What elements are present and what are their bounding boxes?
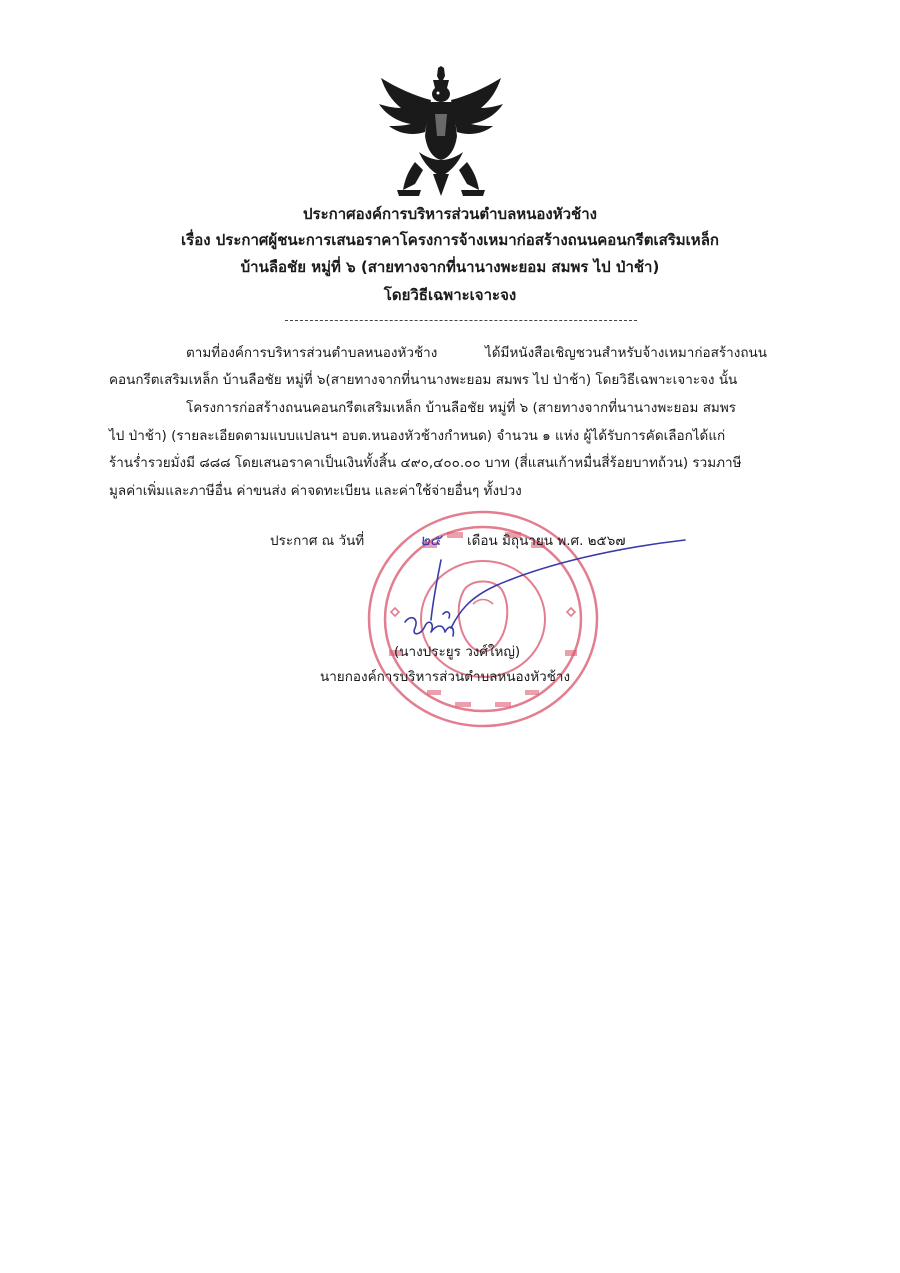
signatory-name: (นางประยูร วงศ์ใหญ่) [394,644,521,660]
announcement-method: โดยวิธีเฉพาะเจาะจง [383,286,517,304]
announcement-subject: เรื่อง ประกาศผู้ชนะการเสนอราคาโครงการจ้างเหมาก่อสร้างถนนคอนกรีตเสริมเหล็ก [181,231,719,249]
paragraph-2-line-4: มูลค่าเพิ่มและภาษีอื่น ค่าขนส่ง ค่าจดทะเบียน และค่าใช้จ่ายอื่นๆ ทั้งปวง [109,483,522,499]
paragraph-2-line-3: ร้านร่ำรวยมั่งมี ๘๘๘ โดยเสนอราคาเป็นเงินทั้งสิ้น ๔๙๐,๔๐๐.๐๐ บาท (สี่แสนเก้าหมื่นสี่ร้อยบาทถ้วน) รวมภาษี [109,455,742,471]
paragraph-1-line-1a: ตามที่องค์การบริหารส่วนตำบลหนองหัวช้าง [186,345,438,361]
announcement-day-handwritten: ๒๕ [420,531,442,549]
paragraph-2-line-2: ไป ป่าช้า) (รายละเอียดตามแบบแปลนฯ อบต.หนองหัวช้างกำหนด) จำนวน ๑ แห่ง ผู้ได้รับการคัดเลือกได้แก่ [109,428,726,444]
announcement-date-prefix: ประกาศ ณ วันที่ [270,533,365,549]
signatory-position: นายกองค์การบริหารส่วนตำบลหนองหัวช้าง [320,669,571,685]
paragraph-1-line-2: คอนกรีตเสริมเหล็ก บ้านลือชัย หมู่ที่ ๖(สายทางจากที่นานางพะยอม สมพร ไป ป่าช้า) โดยวิธีเฉพาะเจาะจง นั้น [109,372,738,388]
announcement-subject-location: บ้านลือชัย หมู่ที่ ๖ (สายทางจากที่นานางพะยอม สมพร ไป ป่าช้า) [240,258,660,276]
heading-divider [285,320,637,321]
garuda-emblem [375,66,507,198]
paragraph-2-line-1: โครงการก่อสร้างถนนคอนกรีตเสริมเหล็ก บ้านลือชัย หมู่ที่ ๖ (สายทางจากที่นานางพะยอม สมพร [186,400,736,416]
announcement-month-year: เดือน มิถุนายน พ.ศ. ๒๕๖๗ [467,533,626,549]
announcement-title: ประกาศองค์การบริหารส่วนตำบลหนองหัวช้าง [303,205,597,223]
paragraph-1-line-1b: ได้มีหนังสือเชิญชวนสำหรับจ้างเหมาก่อสร้างถนน [485,345,767,361]
